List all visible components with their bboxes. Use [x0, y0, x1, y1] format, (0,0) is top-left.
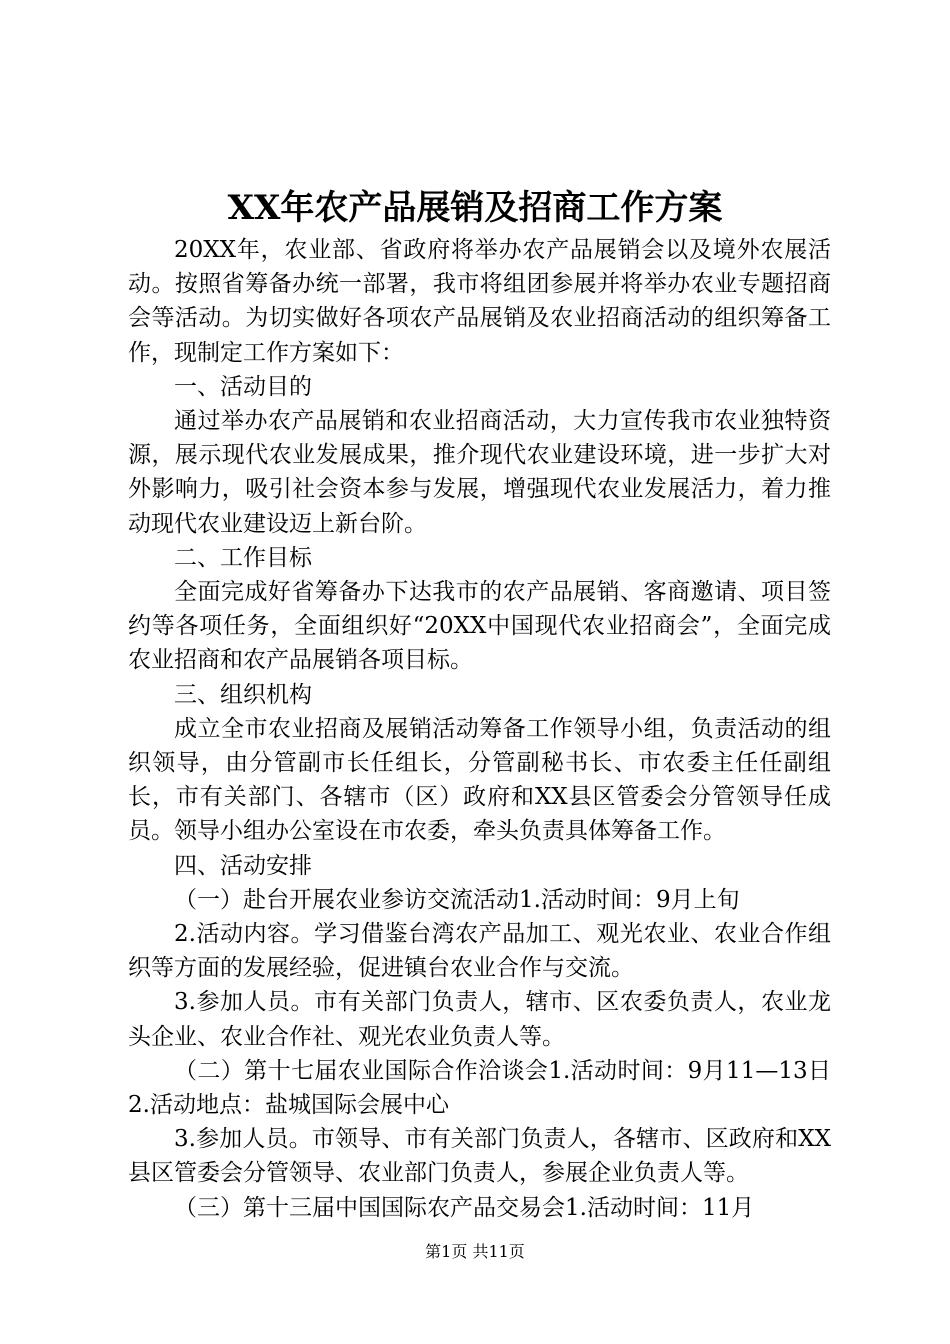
paragraph-activity-2-participants: 3.参加人员。市领导、市有关部门负责人，各辖市、区政府和XX县区管委会分管领导、农业部门负责人，参展企业负责人等。	[128, 1126, 831, 1187]
section-heading-2: 二、工作目标	[174, 544, 312, 571]
section-heading-3: 三、组织机构	[174, 681, 312, 708]
document-body	[128, 233, 831, 1225]
paragraph-activity-3: （三）第十三届中国国际农产品交易会1.活动时间：11月	[174, 1194, 755, 1221]
paragraph-activity-1-participants: 3.参加人员。市有关部门负责人，辖市、区农委负责人，农业龙头企业、农业合作社、观光农业负责人等。	[128, 989, 831, 1050]
document-title: XX年农产品展销及招商工作方案	[227, 188, 723, 228]
paragraph-organization: 成立全市农业招商及展销活动筹备工作领导小组，负责活动的组织领导，由分管副市长任组长，分管副秘书长、市农委主任任副组长，市有关部门、各辖市（区）政府和XX县区管委会分管领导任成员。领导小组办公室设在市农委，牵头负责具体筹备工作。	[128, 715, 831, 845]
page-footer: 第1页 共11页	[425, 1242, 525, 1261]
paragraph-activity-1: （一）赴台开展农业参访交流活动1.活动时间：9月上旬	[174, 886, 740, 913]
paragraph-intro: 20XX年，农业部、省政府将举办农产品展销会以及境外农展活动。按照省筹备办统一部署，我市将组团参展并将举办农业专题招商会等活动。为切实做好各项农产品展销及农业招商活动的组织筹备工作，现制定工作方案如下：	[128, 237, 831, 366]
paragraph-activity-1-content: 2.活动内容。学习借鉴台湾农产品加工、观光农业、农业合作组织等方面的发展经验，促进镇台农业合作与交流。	[128, 921, 831, 982]
paragraph-goals: 全面完成好省筹备办下达我市的农产品展销、客商邀请、项目签约等各项任务，全面组织好“20XX中国现代农业招商会”，全面完成农业招商和农产品展销各项目标。	[128, 579, 831, 674]
paragraph-activity-2: （二）第十七届农业国际合作洽谈会1.活动时间：9月11—13日2.活动地点：盐城国际会展中心	[128, 1057, 831, 1119]
section-heading-1: 一、活动目的	[174, 373, 312, 400]
paragraph-purpose: 通过举办农产品展销和农业招商活动，大力宣传我市农业独特资源，展示现代农业发展成果，推介现代农业建设环境，进一步扩大对外影响力，吸引社会资本参与发展，增强现代农业发展活力，着力推动现代农业建设迈上新台阶。	[128, 408, 831, 537]
section-heading-4: 四、活动安排	[174, 852, 312, 879]
